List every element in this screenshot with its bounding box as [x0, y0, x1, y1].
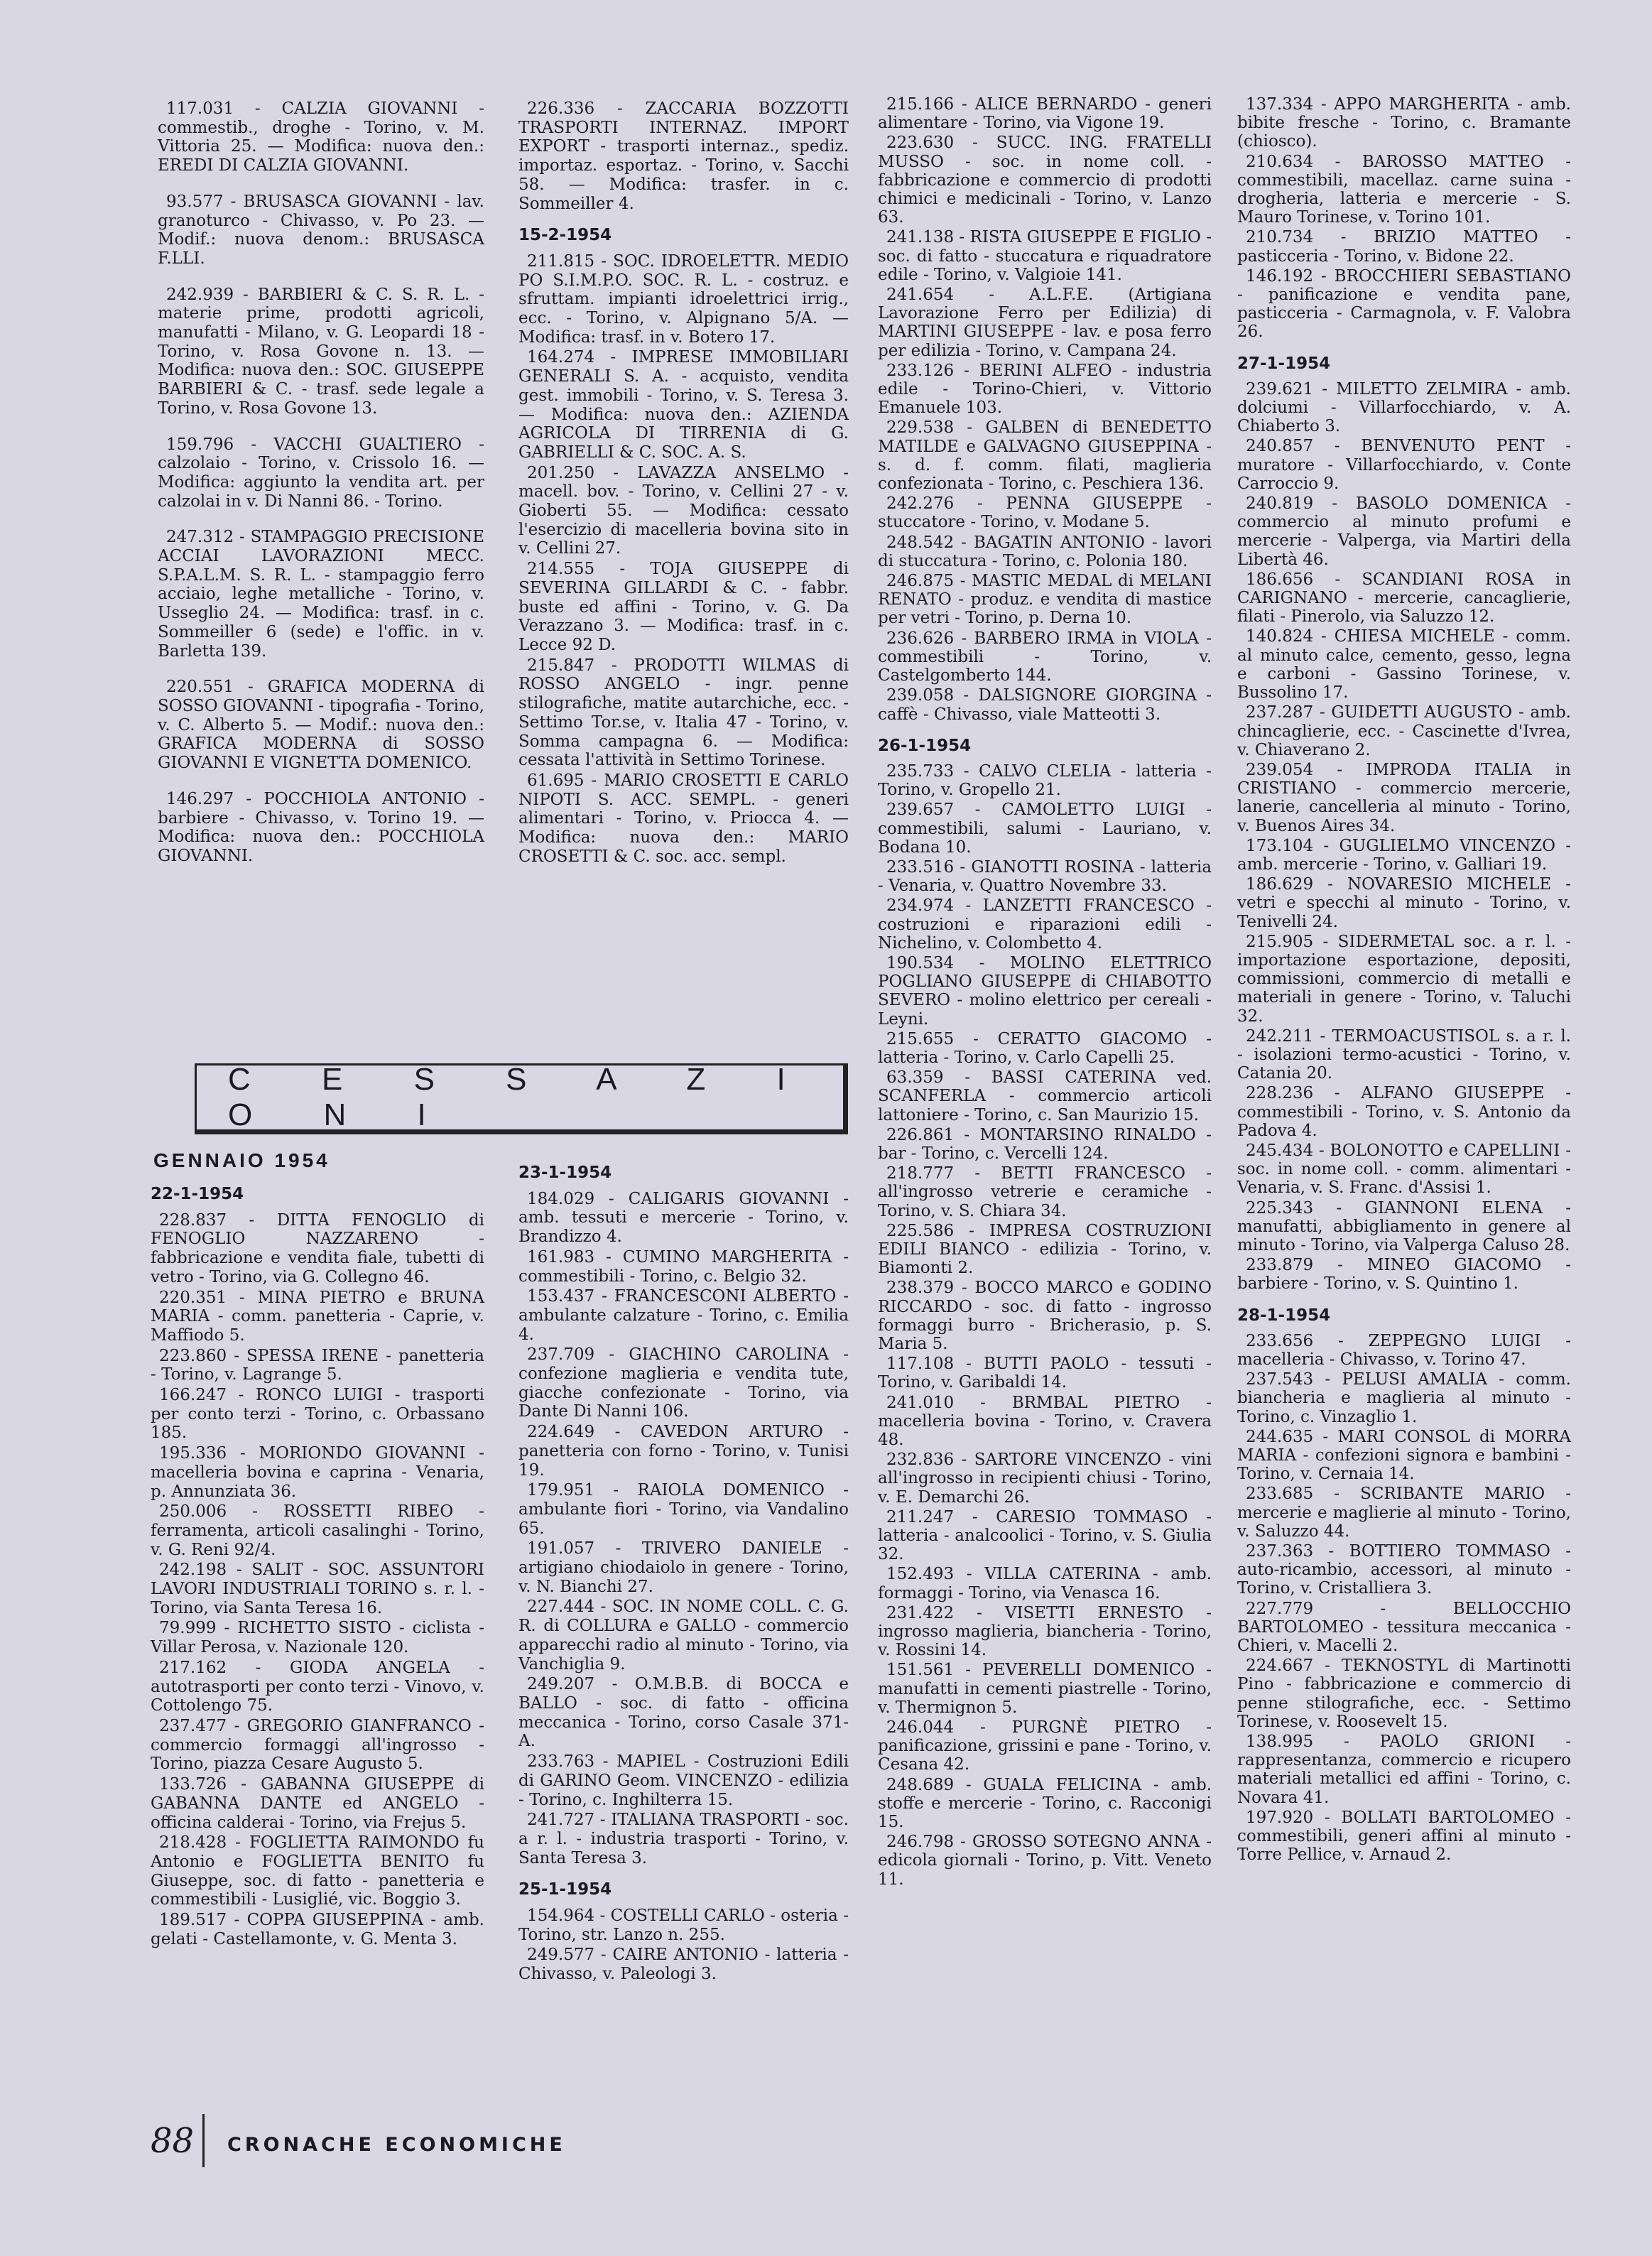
registry-entry: 215.905 - SIDERMETAL soc. a r. l. - importazione esportazione, depositi, commissioni, commercio di metalli e materiali in genere - Torino, v. Taluchi 32. [1237, 932, 1571, 1026]
registry-entry: 61.695 - MARIO CROSETTI E CARLO NIPOTI S. ACC. SEMPL. - generi alimentari - Torino, v. Priocca 4. — Modifica: nuova den.: MARIO CROSETTI & C. soc. acc. sempl. [518, 771, 849, 866]
registry-entry: 227.444 - SOC. IN NOME COLL. C. G. R. di COLLURA e GALLO - commercio apparecchi radio al minuto - Torino, via Vanchiglia 9. [518, 1598, 849, 1674]
registry-entry: 248.542 - BAGATIN ANTONIO - lavori di stuccatura - Torino, c. Polonia 180. [878, 533, 1212, 570]
registry-entry: 153.437 - FRANCESCONI ALBERTO - ambulante calzature - Torino, c. Emilia 4. [518, 1287, 849, 1344]
registry-entry: 220.551 - GRAFICA MODERNA di SOSSO GIOVANNI - tipografia - Torino, v. C. Alberto 5. — Modif.: nuova den.: GRAFICA MODERNA di SOSSO GIOVANNI E VIGNETTA DOMENICO. [158, 678, 484, 773]
column-1-top [158, 99, 484, 883]
registry-entry: 246.798 - GROSSO SOTEGNO ANNA - edicola giornali - Torino, p. Vitt. Veneto 11. [878, 1833, 1212, 1889]
registry-entry: 164.274 - IMPRESE IMMOBILIARI GENERALI S. A. - acquisto, vendita gest. immobili - Torino, v. S. Teresa 3. — Modifica: nuova den.: AZIENDA AGRICOLA DI TIRRENIA di G. GABRIELLI & C. SOC. A. S. [518, 348, 849, 462]
registry-entry: 237.477 - GREGORIO GIANFRANCO - commercio formaggi all'ingrosso - Torino, piazza Cesare Augusto 5. [151, 1716, 484, 1774]
registry-entry: 240.857 - BENVENUTO PENT - muratore - Villarfocchiardo, v. Conte Carroccio 9. [1237, 437, 1571, 493]
column-2-top [518, 99, 849, 867]
registry-entry: 159.796 - VACCHI GUALTIERO - calzolaio - Torino, v. Crissolo 16. — Modifica: aggiunto la vendita art. per calzolai in v. Di Nanni 86. - Torino. [158, 435, 484, 511]
registry-entry: 233.516 - GIANOTTI ROSINA - latteria - Venaria, v. Quattro Novembre 33. [878, 857, 1212, 896]
registry-entry: 233.656 - ZEPPEGNO LUIGI - macelleria - Chivasso, v. Torino 47. [1237, 1331, 1571, 1369]
registry-entry: 218.777 - BETTI FRANCESCO - all'ingrosso vetrerie e ceramiche - Torino, v. S. Chiara 34. [878, 1164, 1212, 1220]
registry-entry: 234.974 - LANZETTI FRANCESCO - costruzioni e riparazioni edili - Nichelino, v. Colombetto 4. [878, 896, 1212, 953]
registry-entry: 239.058 - DALSIGNORE GIORGINA - caffè - Chivasso, viale Matteotti 3. [878, 686, 1212, 724]
registry-entry: 241.727 - ITALIANA TRASPORTI - soc. a r. l. - industria trasporti - Torino, v. Santa Teresa 3. [518, 1811, 849, 1867]
registry-entry: 241.010 - BRMBAL PIETRO - macelleria bovina - Torino, v. Cravera 48. [878, 1393, 1212, 1450]
registry-entry: 249.207 - O.M.B.B. di BOCCA e BALLO - soc. di fatto - officina meccanica - Torino, corso Casale 371-A. [518, 1675, 849, 1751]
registry-entry: 233.763 - MAPIEL - Costruzioni Edili di GARINO Geom. VINCENZO - edilizia - Torino, c. Inghilterra 15. [518, 1752, 849, 1809]
registry-entry: 79.999 - RICHETTO SISTO - ciclista - Villar Perosa, v. Nazionale 120. [151, 1619, 484, 1657]
registry-entry: 151.561 - PEVERELLI DOMENICO - manufatti in cementi piastrelle - Torino, v. Thermignon 5. [878, 1661, 1212, 1717]
registry-entry: 242.211 - TERMOACUSTISOL s. a r. l. - isolazioni termo-acustici - Torino, v. Catania 20. [1237, 1026, 1571, 1083]
registry-entry: 229.538 - GALBEN di BENEDETTO MATILDE e GALVAGNO GIUSEPPINA - s. d. f. comm. filati, maglieria confezionata - Torino, c. Peschiera 136. [878, 418, 1212, 494]
registry-entry: 225.586 - IMPRESA COSTRUZIONI EDILI BIANCO - edilizia - Torino, v. Biamonti 2. [878, 1221, 1212, 1278]
registry-entry: 242.276 - PENNA GIUSEPPE - stuccatore - Torino, v. Modane 5. [878, 494, 1212, 532]
registry-entry: 133.726 - GABANNA GIUSEPPE di GABANNA DANTE ed ANGELO - officina calderai - Torino, via Frejus 5. [151, 1775, 484, 1832]
registry-entry: 173.104 - GUGLIELMO VINCENZO - amb. mercerie - Torino, v. Galliari 19. [1237, 836, 1571, 874]
registry-entry: 218.428 - FOGLIETTA RAIMONDO fu Antonio e FOGLIETTA BENITO fu Giuseppe, soc. di fatto - panetteria e commestibili - Lusiglié, vic. Boggio 3. [151, 1833, 484, 1909]
date-heading: 23-1-1954 [518, 1164, 612, 1182]
registry-entry: 215.166 - ALICE BERNARDO - generi alimentare - Torino, via Vigone 19. [878, 95, 1212, 133]
registry-entry: 235.733 - CALVO CLELIA - latteria - Torino, v. Gropello 21. [878, 761, 1212, 800]
registry-entry: 237.363 - BOTTIERO TOMMASO - auto-ricambio, accessori, al minuto - Torino, v. Cristalliera 3. [1237, 1542, 1571, 1598]
registry-entry: 137.334 - APPO MARGHERITA - amb. bibite fresche - Torino, c. Bramante (chiosco). [1237, 95, 1571, 151]
registry-entry: 117.031 - CALZIA GIOVANNI - commestib., droghe - Torino, v. M. Vittoria 25. — Modifica: nuova den.: EREDI DI CALZIA GIOVANNI. [158, 99, 484, 175]
registry-entry: 220.351 - MINA PIETRO e BRUNA MARIA - comm. panetteria - Caprie, v. Maffiodo 5. [151, 1288, 484, 1345]
registry-entry: 186.656 - SCANDIANI ROSA in CARIGNANO - mercerie, cancaglierie, filati - Pinerolo, via Saluzzo 12. [1237, 570, 1571, 627]
registry-entry: 237.709 - GIACHINO CAROLINA - confezione maglieria e vendita tute, giacche confezionate - Torino, via Dante Di Nanni 106. [518, 1345, 849, 1421]
registry-entry: 232.836 - SARTORE VINCENZO - vini all'ingrosso in recipienti chiusi - Torino, v. E. Demarchi 26. [878, 1450, 1212, 1507]
registry-entry: 215.847 - PRODOTTI WILMAS di ROSSO ANGELO - ingr. penne stilografiche, matite autarchiche, ecc. - Settimo Tor.se, v. Italia 47 - Torino, v. Somma campagna 6. — Modifica: cessata l'attività in Settimo Torinese. [518, 656, 849, 770]
registry-entry: 179.951 - RAIOLA DOMENICO - ambulante fiori - Torino, via Vandalino 65. [518, 1481, 849, 1538]
registry-entry: 161.983 - CUMINO MARGHERITA - commestibili - Torino, c. Belgio 32. [518, 1247, 849, 1286]
date-heading: 22-1-1954 [151, 1185, 244, 1203]
registry-entry: 239.657 - CAMOLETTO LUIGI - commestibili, salumi - Lauriano, v. Bodana 10. [878, 801, 1212, 857]
registry-entry: 233.126 - BERINI ALFEO - industria edile - Torino-Chieri, v. Vittorio Emanuele 103. [878, 361, 1212, 418]
registry-entry: 201.250 - LAVAZZA ANSELMO - macell. bov. - Torino, v. Cellini 27 - v. Gioberti 55. — Modifica: cessato l'esercizio di macelleria bovina sito in v. Cellini 27. [518, 463, 849, 558]
date-heading: 26-1-1954 [878, 736, 972, 755]
section-title: C E S S A Z I O N I [228, 1062, 817, 1132]
registry-entry: 197.920 - BOLLATI BARTOLOMEO - commestibili, generi affini al minuto - Torre Pellice, v. Arnaud 2. [1237, 1808, 1571, 1865]
registry-entry: 217.162 - GIODA ANGELA - autotrasporti per conto terzi - Vinovo, v. Cottolengo 75. [151, 1658, 484, 1715]
registry-entry: 63.359 - BASSI CATERINA ved. SCANFERLA - commercio articoli lattoniere - Torino, c. San Maurizio 15. [878, 1068, 1212, 1124]
column-4 [1237, 95, 1571, 1865]
registry-entry: 237.287 - GUIDETTI AUGUSTO - amb. chincaglierie, ecc. - Cascinette d'Ivrea, v. Chiaverano 2. [1237, 703, 1571, 759]
registry-entry: 225.343 - GIANNONI ELENA - manufatti, abbigliamento in genere al minuto - Torino, via Valperga Caluso 28. [1237, 1198, 1571, 1254]
journal-title: CRONACHE ECONOMICHE [227, 2134, 566, 2156]
registry-entry: 138.995 - PAOLO GRIONI - rappresentanza, commercio e ricupero materiali metallici ed affini - Torino, c. Novara 41. [1237, 1732, 1571, 1807]
registry-entry: 211.247 - CARESIO TOMMASO - latteria - analcoolici - Torino, v. S. Giulia 32. [878, 1507, 1212, 1564]
registry-entry: 249.577 - CAIRE ANTONIO - latteria - Chivasso, v. Paleologi 3. [518, 1946, 849, 1984]
month-heading: GENNAIO 1954 [153, 1149, 330, 1171]
registry-entry: 211.815 - SOC. IDROELETTR. MEDIO PO S.I.M.P.O. SOC. R. L. - costruz. e sfruttam. impianti idroelettrici irrig., ecc. - Torino, v. Alpignano 5/A. — Modifica: trasf. in v. Botero 17. [518, 251, 849, 347]
registry-entry: 246.875 - MASTIC MEDAL di MELANI RENATO - produz. e vendita di mastice per vetri - Torino, p. Derna 10. [878, 572, 1212, 628]
registry-entry: 210.634 - BAROSSO MATTEO - commestibili, macellaz. carne suina - drogheria, latteria e mercerie - S. Mauro Torinese, v. Torino 101. [1237, 152, 1571, 227]
registry-entry: 166.247 - RONCO LUIGI - trasporti per conto terzi - Torino, c. Orbassano 185. [151, 1386, 484, 1443]
registry-entry: 191.057 - TRIVERO DANIELE - artigiano chiodaiolo in genere - Torino, v. N. Bianchi 27. [518, 1539, 849, 1596]
registry-entry: 246.044 - PURGNÈ PIETRO - panificazione, grissini e pane - Torino, v. Cesana 42. [878, 1718, 1212, 1774]
registry-entry: 146.297 - POCCHIOLA ANTONIO - barbiere - Chivasso, v. Torino 19. — Modifica: nuova den.: POCCHIOLA GIOVANNI. [158, 789, 484, 865]
column-2-bottom [518, 1164, 849, 1985]
date-heading: 28-1-1954 [1237, 1306, 1331, 1325]
registry-entry: 237.543 - PELUSI AMALIA - comm. biancheria e maglieria al minuto - Torino, c. Vinzaglio 1. [1237, 1370, 1571, 1426]
registry-entry: 93.577 - BRUSASCA GIOVANNI - lav. granoturco - Chivasso, v. Po 23. — Modif.: nuova denom.: BRUSASCA F.LLI. [158, 192, 484, 268]
registry-entry: 228.236 - ALFANO GIUSEPPE - commestibili - Torino, v. S. Antonio da Padova 4. [1237, 1084, 1571, 1140]
registry-entry: 215.655 - CERATTO GIACOMO - latteria - Torino, v. Carlo Capelli 25. [878, 1029, 1212, 1067]
footer-divider [202, 2114, 205, 2167]
registry-entry: 231.422 - VISETTI ERNESTO - ingrosso maglieria, biancheria - Torino, v. Rossini 14. [878, 1603, 1212, 1660]
registry-entry: 242.198 - SALIT - SOC. ASSUNTORI LAVORI INDUSTRIALI TORINO s. r. l. - Torino, via Santa Teresa 16. [151, 1561, 484, 1617]
registry-entry: 250.006 - ROSSETTI RIBEO - ferramenta, articoli casalinghi - Torino, v. G. Reni 92/4. [151, 1502, 484, 1559]
page-number: 88 [151, 2121, 195, 2161]
registry-entry: 184.029 - CALIGARIS GIOVANNI - amb. tessuti e mercerie - Torino, v. Brandizzo 4. [518, 1189, 849, 1247]
registry-entry: 226.336 - ZACCARIA BOZZOTTI TRASPORTI INTERNAZ. IMPORT EXPORT - trasporti internaz., spediz. importaz. esportaz. - Torino, v. Sacchi 58. — Modifica: trasfer. in c. Sommeiller 4. [518, 99, 849, 213]
date-heading: 27-1-1954 [1237, 354, 1331, 373]
registry-entry: 227.779 - BELLOCCHIO BARTOLOMEO - tessitura meccanica - Chieri, v. Macelli 2. [1237, 1599, 1571, 1656]
registry-entry: 244.635 - MARI CONSOL di MORRA MARIA - confezioni signora e bambini - Torino, v. Cernaia 14. [1237, 1427, 1571, 1484]
registry-entry: 245.434 - BOLONOTTO e CAPELLINI - soc. in nome coll. - comm. alimentari - Venaria, v. S. Franc. d'Assisi 1. [1237, 1141, 1571, 1198]
registry-entry: 223.860 - SPESSA IRENE - panetteria - Torino, v. Lagrange 5. [151, 1346, 484, 1384]
registry-entry: 226.861 - MONTARSINO RINALDO - bar - Torino, c. Vercelli 124. [878, 1125, 1212, 1163]
registry-entry: 238.379 - BOCCO MARCO e GODINO RICCARDO - soc. di fatto - ingrosso formaggi burro - Bricherasio, p. S. Maria 5. [878, 1279, 1212, 1353]
registry-entry: 241.654 - A.L.F.E. (Artigiana Lavorazione Ferro per Edilizia) di MARTINI GIUSEPPE - lav. e posa ferro per edilizia - Torino, v. Campana 24. [878, 286, 1212, 360]
registry-entry: 214.555 - TOJA GIUSEPPE di SEVERINA GILLARDI & C. - fabbr. buste ed affini - Torino, v. G. Da Verazzano 3. — Modifica: trasf. in c. Lecce 92 D. [518, 560, 849, 654]
section-banner [195, 1063, 848, 1134]
registry-entry: 233.879 - MINEO GIACOMO - barbiere - Torino, v. S. Quintino 1. [1237, 1256, 1571, 1294]
registry-entry: 186.629 - NOVARESIO MICHELE - vetri e specchi al minuto - Torino, v. Tenivelli 24. [1237, 875, 1571, 931]
registry-entry: 239.054 - IMPRODA ITALIA in CRISTIANO - commercio mercerie, lanerie, cancelleria al minuto - Torino, v. Buenos Aires 34. [1237, 760, 1571, 835]
column-3 [878, 95, 1212, 1890]
registry-entry: 240.819 - BASOLO DOMENICA - commercio al minuto profumi e mercerie - Valperga, via Martiri della Libertà 46. [1237, 494, 1571, 569]
registry-entry: 210.734 - BRIZIO MATTEO - pasticceria - Torino, v. Bidone 22. [1237, 228, 1571, 266]
registry-entry: 233.685 - SCRIBANTE MARIO - mercerie e maglierie al minuto - Torino, v. Saluzzo 44. [1237, 1485, 1571, 1541]
registry-entry: 247.312 - STAMPAGGIO PRECISIONE ACCIAI LAVORAZIONI MECC. S.P.A.L.M. S. R. L. - stampaggio ferro acciaio, leghe metalliche - Torino, v. Usseglio 24. — Modifica: trasf. in c. Sommeiller 6 (sede) e l'offic. in v. Barletta 139. [158, 528, 484, 661]
registry-entry: 154.964 - COSTELLI CARLO - osteria - Torino, str. Lanzo n. 255. [518, 1907, 849, 1944]
registry-entry: 195.336 - MORIONDO GIOVANNI - macelleria bovina e caprina - Venaria, p. Annunziata 36. [151, 1444, 484, 1501]
registry-entry: 236.626 - BARBERO IRMA in VIOLA - commestibili - Torino, v. Castelgomberto 144. [878, 629, 1212, 685]
registry-entry: 224.649 - CAVEDON ARTURO - panetteria con forno - Torino, v. Tunisi 19. [518, 1423, 849, 1480]
registry-entry: 228.837 - DITTA FENOGLIO di FENOGLIO NAZZARENO - fabbricazione e vendita fiale, tubetti di vetro - Torino, via G. Collegno 46. [151, 1210, 484, 1286]
registry-entry: 117.108 - BUTTI PAOLO - tessuti - Torino, v. Garibaldi 14. [878, 1355, 1212, 1392]
registry-entry: 248.689 - GUALA FELICINA - amb. stoffe e mercerie - Torino, c. Racconigi 15. [878, 1775, 1212, 1832]
registry-entry: 146.192 - BROCCHIERI SEBASTIANO - panificazione e vendita pane, pasticceria - Carmagnola, v. F. Valobra 26. [1237, 266, 1571, 342]
registry-entry: 140.824 - CHIESA MICHELE - comm. al minuto calce, cemento, gesso, legna e carboni - Gassino Torinese, v. Bussolino 17. [1237, 627, 1571, 703]
date-heading: 25-1-1954 [518, 1880, 612, 1899]
registry-entry: 239.621 - MILETTO ZELMIRA - amb. dolciumi - Villarfocchiardo, v. A. Chiaberto 3. [1237, 379, 1571, 436]
registry-entry: 189.517 - COPPA GIUSEPPINA - amb. gelati - Castellamonte, v. G. Menta 3. [151, 1911, 484, 1948]
registry-entry: 241.138 - RISTA GIUSEPPE E FIGLIO - soc. di fatto - stuccatura e riquadratore edile - Torino, v. Valgioie 141. [878, 228, 1212, 284]
registry-entry: 242.939 - BARBIERI & C. S. R. L. - materie prime, prodotti agricoli, manufatti - Milano, v. G. Leopardi 18 - Torino, v. Rosa Govone n. 13. — Modifica: nuova den.: SOC. GIUSEPPE BARBIERI & C. - trasf. sede legale a Torino, v. Rosa Govone 13. [158, 285, 484, 418]
column-1-bottom [151, 1185, 484, 1950]
registry-entry: 223.630 - SUCC. ING. FRATELLI MUSSO - soc. in nome coll. - fabbricazione e commercio di prodotti chimici e medicinali - Torino, v. Lanzo 63. [878, 134, 1212, 227]
registry-entry: 190.534 - MOLINO ELETTRICO POGLIANO GIUSEPPE di CHIABOTTO SEVERO - molino elettrico per cereali - Leyni. [878, 953, 1212, 1029]
registry-entry: 224.667 - TEKNOSTYL di Martinotti Pino - fabbricazione e commercio di penne stilografiche, ecc. - Settimo Torinese, v. Roosevelt 15. [1237, 1656, 1571, 1731]
date-heading: 15-2-1954 [518, 226, 612, 245]
registry-entry: 152.493 - VILLA CATERINA - amb. formaggi - Torino, via Venasca 16. [878, 1565, 1212, 1602]
